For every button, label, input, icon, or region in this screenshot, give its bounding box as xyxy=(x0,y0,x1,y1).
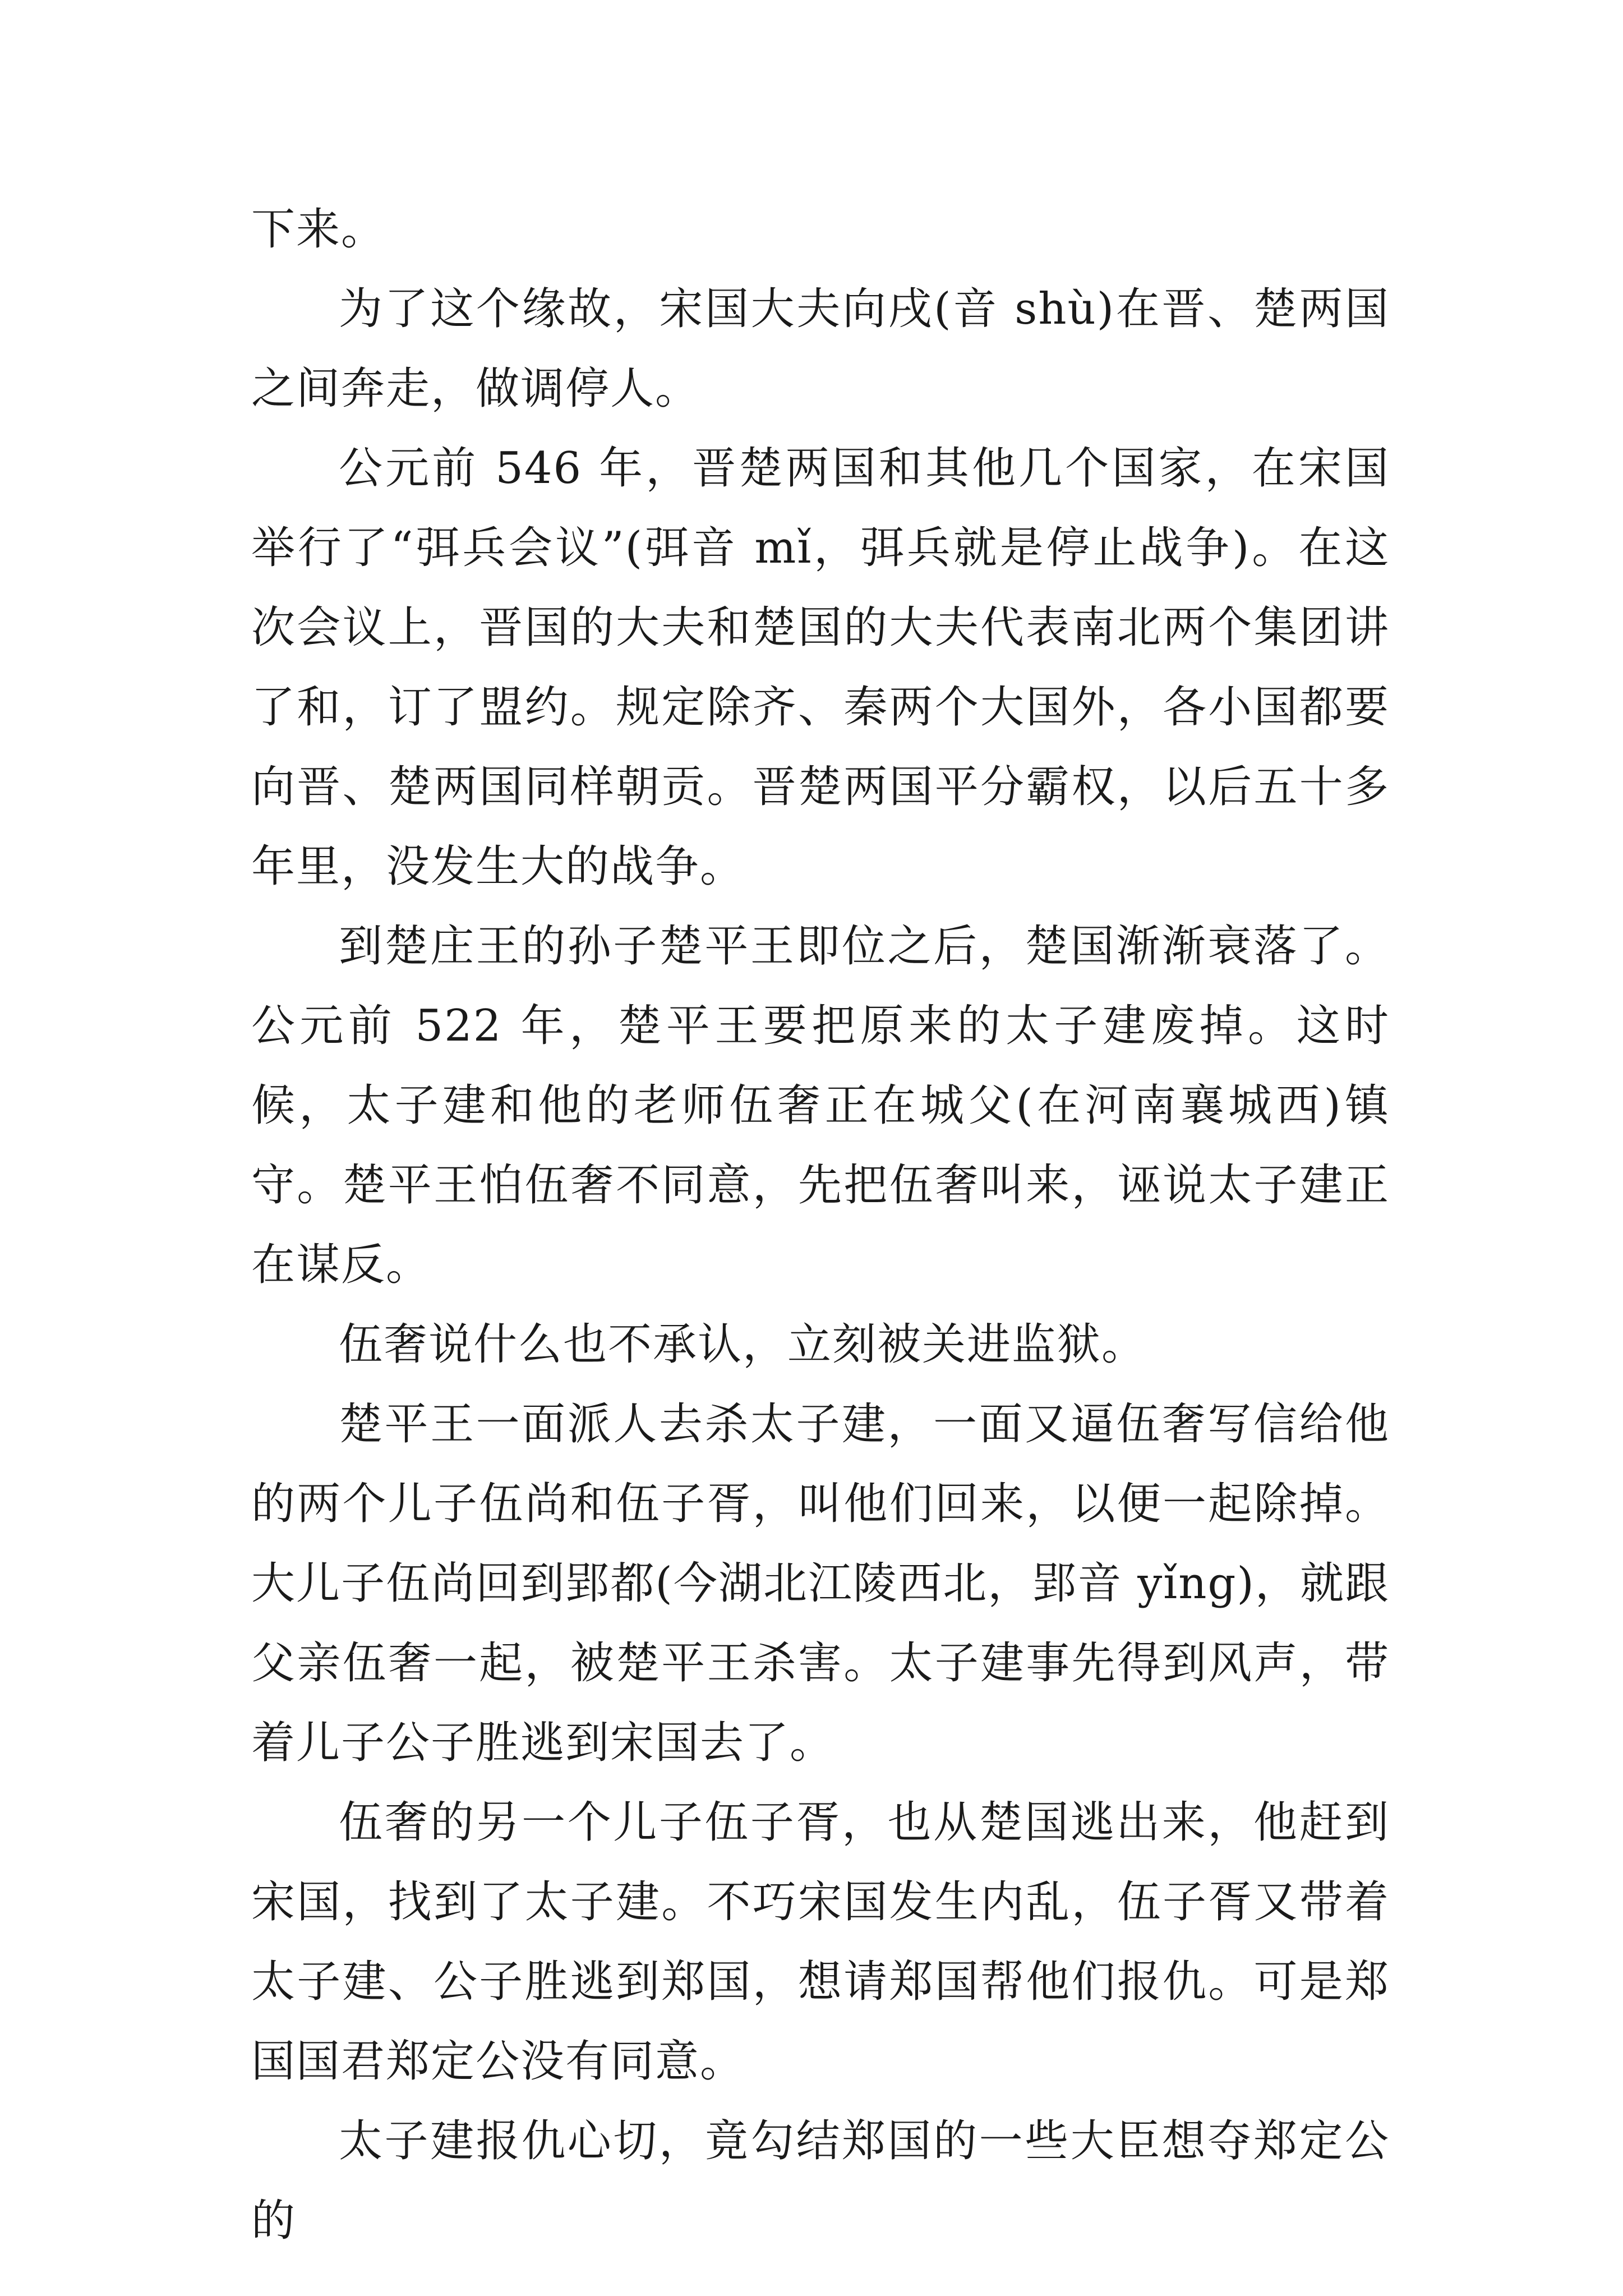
paragraph: 伍奢的另一个儿子伍子胥，也从楚国逃出来，他赶到宋国，找到了太子建。不巧宋国发生内乱，伍子胥又带着太子建、公子胜逃到郑国，想请郑国帮他们报仇。可是郑国国君郑定公没有同意。 xyxy=(251,1797,1390,2087)
paragraph: 到楚庄王的孙子楚平王即位之后，楚国渐渐衰落了。公元前 522 年，楚平王要把原来的太子建废掉。这时候，太子建和他的老师伍奢正在城父(在河南襄城西)镇守。楚平王怕伍奢不同意，先把伍奢叫来，诬说太子建正在谋反。 xyxy=(251,921,1390,1290)
paragraph: 伍奢说什么也不承认，立刻被关进监狱。 xyxy=(339,1319,1147,1370)
document-body xyxy=(251,190,1390,2261)
paragraph: 楚平王一面派人去杀太子建，一面又逼伍奢写信给他的两个儿子伍尚和伍子胥，叫他们回来，以便一起除掉。大儿子伍尚回到郢都(今湖北江陵西北，郢音 yǐng)，就跟父亲伍奢一起，被楚平王杀害。太子建事先得到风声，带着儿子公子胜逃到宋国去了。 xyxy=(251,1399,1390,1768)
paragraph: 公元前 546 年，晋楚两国和其他几个国家，在宋国举行了“弭兵会议”(弭音 mǐ，弭兵就是停止战争)。在这次会议上，晋国的大夫和楚国的大夫代表南北两个集团讲了和，订了盟约。规定除齐、秦两个大国外，各小国都要向晋、楚两国同样朝贡。晋楚两国平分霸权，以后五十多年里，没发生大的战争。 xyxy=(251,443,1390,892)
paragraph: 为了这个缘故，宋国大夫向戌(音 shù)在晋、楚两国之间奔走，做调停人。 xyxy=(251,284,1390,414)
paragraph: 太子建报仇心切，竟勾结郑国的一些大臣想夺郑定公的 xyxy=(251,2116,1390,2246)
paragraph-continuation: 下来。 xyxy=(251,204,386,255)
